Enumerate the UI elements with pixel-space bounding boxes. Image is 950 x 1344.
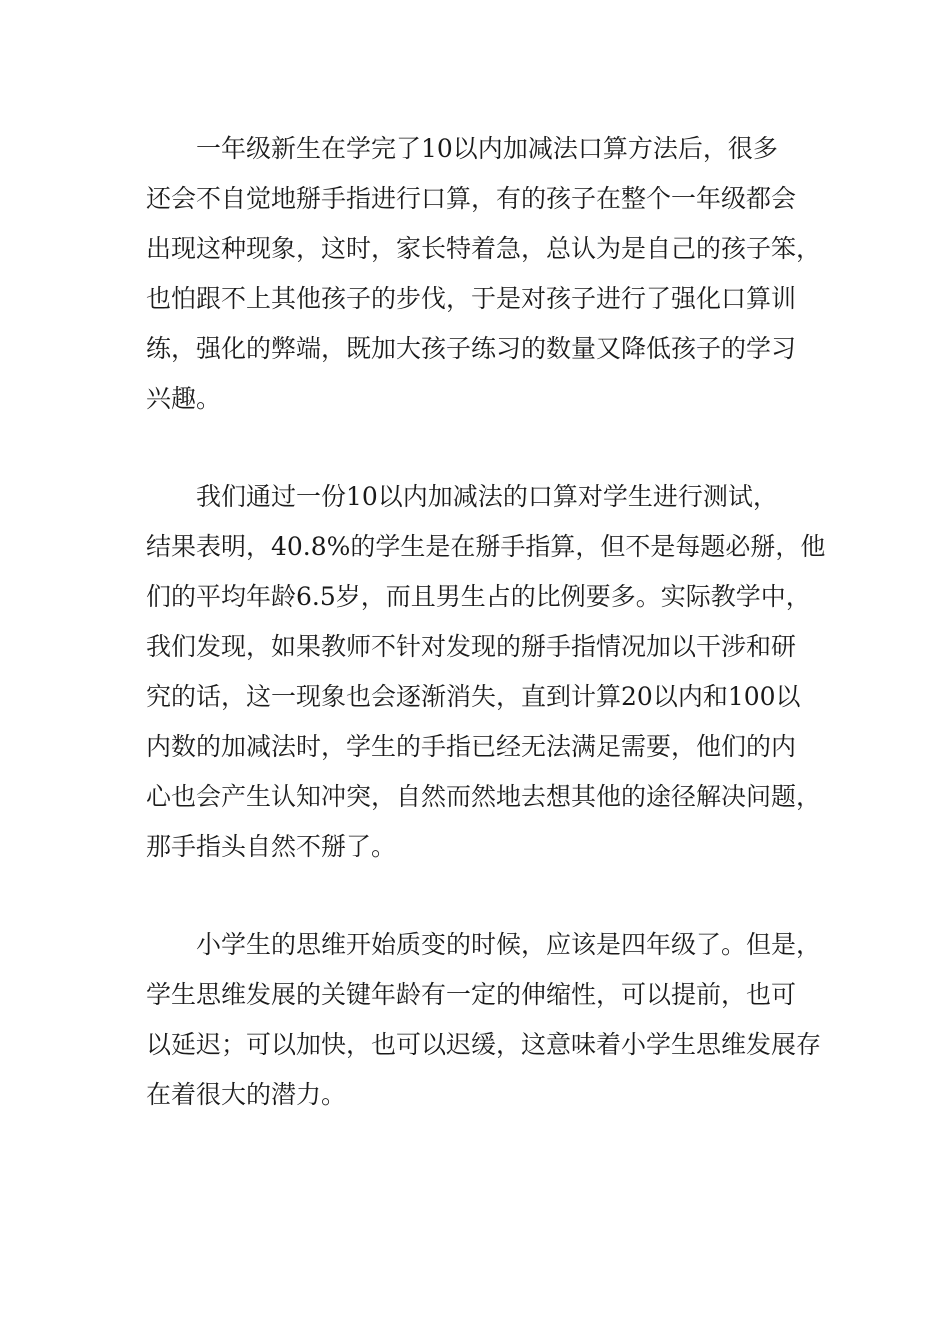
paragraph-line: 学生思维发展的关键年龄有一定的伸缩性，可以提前，也可	[146, 980, 797, 1009]
paragraph-line: 一年级新生在学完了10以内加减法口算方法后，很多	[196, 134, 778, 163]
paragraph-line: 我们通过一份10以内加减法的口算对学生进行测试，	[196, 482, 778, 511]
paragraph-line: 那手指头自然不掰了。	[146, 832, 397, 861]
paragraph-line: 还会不自觉地掰手指进行口算，有的孩子在整个一年级都会	[146, 184, 797, 213]
paragraph-line: 兴趣。	[146, 384, 222, 413]
paragraph-line: 们的平均年龄6.5岁，而且男生占的比例要多。实际教学中，	[146, 582, 811, 611]
paragraph-line: 在着很大的潜力。	[146, 1080, 347, 1109]
paragraph-line: 练，强化的弊端，既加大孩子练习的数量又降低孩子的学习	[146, 334, 797, 363]
paragraph-line: 小学生的思维开始质变的时候，应该是四年级了。但是，	[196, 930, 822, 959]
paragraph-line: 我们发现，如果教师不针对发现的掰手指情况加以干涉和研	[146, 632, 797, 661]
paragraph-line: 出现这种现象，这时，家长特着急，总认为是自己的孩子笨，	[146, 234, 822, 263]
paragraph-line: 以延迟；可以加快，也可以迟缓，这意味着小学生思维发展存	[146, 1030, 822, 1059]
paragraph-line: 心也会产生认知冲突，自然而然地去想其他的途径解决问题，	[146, 782, 822, 811]
paragraph-line: 究的话，这一现象也会逐渐消失，直到计算20以内和100以	[146, 682, 801, 711]
paragraph-line: 结果表明，40.8%的学生是在掰手指算，但不是每题必掰，他	[146, 532, 826, 561]
paragraph-line: 也怕跟不上其他孩子的步伐，于是对孩子进行了强化口算训	[146, 284, 797, 313]
paragraph-line: 内数的加减法时，学生的手指已经无法满足需要，他们的内	[146, 732, 797, 761]
